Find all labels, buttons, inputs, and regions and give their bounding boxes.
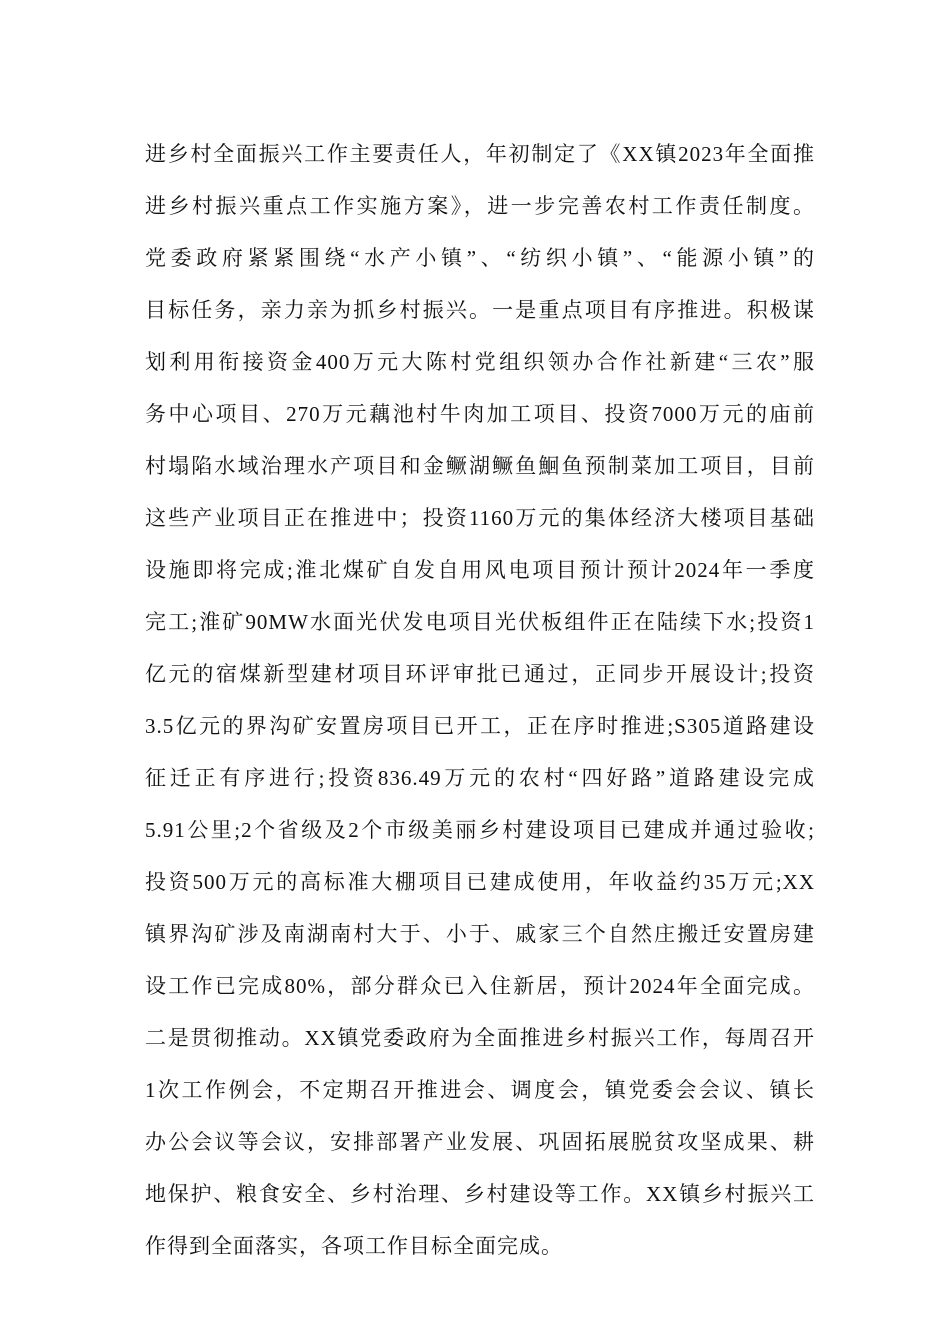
text-line: 划利用衔接资金400万元大陈村党组织领办合作社新建“三农”服: [145, 350, 815, 374]
text-line: 设工作已完成80%，部分群众已入住新居，预计2024年全面完成。: [145, 974, 815, 998]
text-line: 作得到全面落实，各项工作目标全面完成。: [145, 1234, 563, 1258]
text-line: 党委政府紧紧围绕“水产小镇”、“纺织小镇”、“能源小镇”的: [145, 246, 815, 270]
text-line: 务中心项目、270万元藕池村牛肉加工项目、投资7000万元的庙前: [145, 402, 815, 426]
text-line: 这些产业项目正在推进中；投资1160万元的集体经济大楼项目基础: [145, 506, 815, 530]
text-line: 目标任务，亲力亲为抓乡村振兴。一是重点项目有序推进。积极谋: [145, 298, 815, 322]
body-paragraph: [145, 128, 815, 1272]
text-line: 5.91公里;2个省级及2个市级美丽乡村建设项目已建成并通过验收;: [145, 818, 815, 842]
text-line: 二是贯彻推动。XX镇党委政府为全面推进乡村振兴工作，每周召开: [145, 1026, 815, 1050]
text-line: 完工;淮矿90MW水面光伏发电项目光伏板组件正在陆续下水;投资1: [145, 610, 815, 634]
text-line: 1次工作例会，不定期召开推进会、调度会，镇党委会会议、镇长: [145, 1078, 815, 1102]
text-line: 办公会议等会议，安排部署产业发展、巩固拓展脱贫攻坚成果、耕: [145, 1130, 815, 1154]
text-line: 地保护、粮食安全、乡村治理、乡村建设等工作。XX镇乡村振兴工: [145, 1182, 815, 1206]
text-line: 设施即将完成;淮北煤矿自发自用风电项目预计预计2024年一季度: [145, 558, 815, 582]
text-line: 进乡村全面振兴工作主要责任人，年初制定了《XX镇2023年全面推: [145, 142, 815, 166]
text-line: 亿元的宿煤新型建材项目环评审批已通过，正同步开展设计;投资: [145, 662, 815, 686]
text-line: 投资500万元的高标准大棚项目已建成使用，年收益约35万元;XX: [145, 870, 815, 894]
text-line: 征迁正有序进行;投资836.49万元的农村“四好路”道路建设完成: [145, 766, 815, 790]
text-line: 进乡村振兴重点工作实施方案》，进一步完善农村工作责任制度。: [145, 194, 815, 218]
text-line: 村塌陷水域治理水产项目和金鳜湖鳜鱼鮰鱼预制菜加工项目，目前: [145, 454, 815, 478]
text-line: 镇界沟矿涉及南湖南村大于、小于、戚家三个自然庄搬迁安置房建: [145, 922, 815, 946]
text-line: 3.5亿元的界沟矿安置房项目已开工，正在序时推进;S305道路建设: [145, 714, 815, 738]
